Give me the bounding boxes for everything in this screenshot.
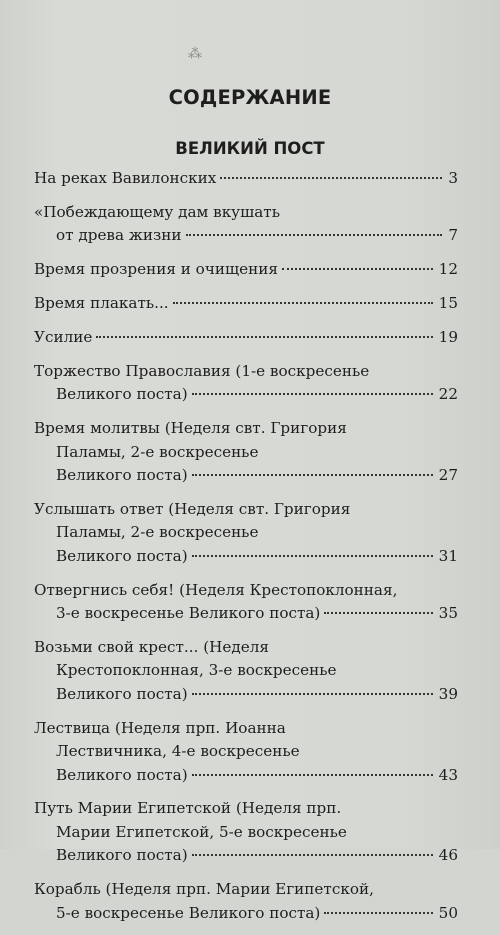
- toc-page-number: 12: [438, 260, 458, 279]
- toc-entry[interactable]: [34, 326, 458, 349]
- toc-entry-title-line: Время плакать...: [34, 294, 169, 313]
- toc-entry-title-line: 5-е воскресенье Великого поста): [56, 903, 321, 922]
- toc-entry-title-line: Время молитвы (Неделя свт. Григория: [34, 419, 347, 438]
- toc-entry-title-line: Крестопоклонная, 3-е воскресенье: [56, 661, 337, 680]
- dot-leader: [220, 177, 442, 179]
- page-title: СОДЕРЖАНИЕ: [168, 86, 332, 109]
- toc-entry[interactable]: [34, 360, 458, 407]
- toc-entry-title-line: Путь Марии Египетской (Неделя прп.: [34, 799, 342, 818]
- toc-page-number: 46: [438, 846, 458, 865]
- toc-page-number: 19: [438, 328, 458, 347]
- toc-entry[interactable]: [34, 167, 458, 190]
- toc-entry-title-line: Усилие: [34, 328, 93, 347]
- toc-entry[interactable]: [34, 717, 458, 787]
- dot-leader: [96, 336, 432, 338]
- toc-entry-title-line: Лествица (Неделя прп. Иоанна: [34, 718, 286, 737]
- toc-entry-title-line: Паламы, 2-е воскресенье: [56, 442, 259, 461]
- dot-leader: [282, 268, 433, 270]
- toc-entry-title-line: Великого поста): [56, 385, 188, 404]
- toc-page-number: 3: [448, 169, 458, 187]
- toc-page-number: 22: [438, 385, 458, 404]
- toc-page-number: 35: [438, 604, 458, 623]
- toc-entry[interactable]: [34, 292, 458, 315]
- toc-entry-title-line: Великого поста): [56, 684, 188, 703]
- dot-leader: [186, 234, 443, 236]
- toc-entry[interactable]: [34, 258, 458, 281]
- toc-page-number: 27: [438, 466, 458, 485]
- toc-entry-title-line: Великого поста): [56, 765, 188, 784]
- dot-leader: [173, 302, 433, 304]
- dot-leader: [192, 693, 433, 695]
- toc-entry-title-line: Время прозрения и очищения: [34, 260, 278, 279]
- toc-entry[interactable]: [34, 579, 458, 626]
- toc-entry[interactable]: [34, 498, 458, 568]
- toc-entry-title-line: Корабль (Неделя прп. Марии Египетской,: [34, 880, 374, 899]
- toc-page-number: 39: [438, 684, 458, 703]
- toc-entry-title-line: Отвергнись себя! (Неделя Крестопоклонная,: [34, 580, 398, 599]
- toc-entry-title-line: Услышать ответ (Неделя свт. Григория: [34, 499, 351, 518]
- dot-leader: [192, 393, 433, 395]
- table-of-contents: [34, 167, 458, 935]
- toc-entry-title-line: «Побеждающему дам вкушать: [34, 202, 280, 221]
- toc-entry-title-line: Паламы, 2-е воскресенье: [56, 523, 259, 542]
- toc-page-number: 7: [448, 226, 458, 245]
- toc-entry-title-line: 3-е воскресенье Великого поста): [56, 604, 321, 623]
- toc-page-number: 43: [438, 765, 458, 784]
- toc-entry[interactable]: [34, 636, 458, 706]
- dot-leader: [324, 912, 432, 914]
- toc-entry[interactable]: [34, 878, 458, 925]
- section-heading: ВЕЛИКИЙ ПОСТ: [175, 139, 325, 158]
- dot-leader: [192, 774, 433, 776]
- dot-leader: [192, 854, 433, 856]
- toc-entry-title-line: Торжество Православия (1-е воскресенье: [34, 361, 370, 380]
- toc-entry-title-line: Марии Египетской, 5-е воскресенье: [56, 822, 347, 841]
- toc-entry[interactable]: [34, 417, 458, 487]
- toc-page-number: 31: [438, 546, 458, 565]
- dot-leader: [192, 555, 433, 557]
- toc-page-number: 50: [438, 903, 458, 922]
- toc-entry-title-line: Великого поста): [56, 846, 188, 865]
- toc-entry-title-line: Возьми свой крест... (Неделя: [34, 638, 269, 656]
- toc-entry[interactable]: [34, 201, 458, 248]
- toc-entry-title-line: Великого поста): [56, 466, 188, 485]
- toc-entry-title-line: Великого поста): [56, 546, 188, 565]
- toc-entry-title-line: Лествичника, 4-е воскресенье: [56, 742, 300, 761]
- toc-entry[interactable]: [34, 797, 458, 867]
- dot-leader: [192, 474, 433, 476]
- printer-mark-icon: ⁂: [188, 46, 202, 62]
- toc-page-number: 15: [438, 294, 458, 313]
- toc-entry-title-line: На реках Вавилонских: [34, 169, 217, 187]
- toc-entry-title-line: от древа жизни: [56, 226, 182, 245]
- dot-leader: [324, 612, 432, 614]
